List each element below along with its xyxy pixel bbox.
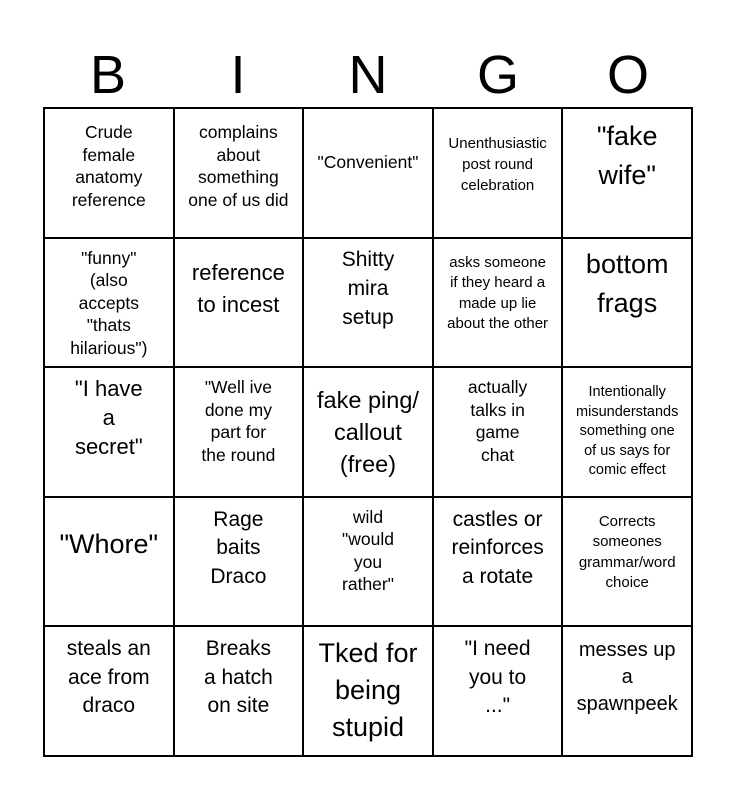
bingo-cell[interactable]: "I need you to ..."	[434, 627, 564, 757]
bingo-cell[interactable]: Shitty mira setup	[304, 239, 434, 369]
bingo-cell[interactable]: "Whore"	[45, 498, 175, 628]
header-letter-i: I	[230, 45, 246, 105]
bingo-cell[interactable]: "Convenient"	[304, 109, 434, 239]
bingo-cell[interactable]: "fake wife"	[563, 109, 693, 239]
bingo-cell[interactable]: bottom frags	[563, 239, 693, 369]
bingo-cell[interactable]: "Well ive done my part for the round	[175, 368, 305, 498]
bingo-cell[interactable]: "I have a secret"	[45, 368, 175, 498]
bingo-cell[interactable]: "funny" (also accepts "thats hilarious")	[45, 239, 175, 369]
bingo-cell[interactable]: Intentionally misunderstands something one of us says for comic effect	[563, 368, 693, 498]
bingo-cell[interactable]: complains about something one of us did	[175, 109, 305, 239]
bingo-cell[interactable]: Breaks a hatch on site	[175, 627, 305, 757]
bingo-cell[interactable]: asks someone if they heard a made up lie about the other	[434, 239, 564, 369]
header-letter-g: G	[476, 45, 519, 105]
bingo-cell[interactable]: fake ping/ callout (free)	[304, 368, 434, 498]
bingo-header	[43, 44, 693, 106]
bingo-cell[interactable]: messes up a spawnpeek	[563, 627, 693, 757]
bingo-board	[43, 107, 693, 757]
bingo-cell[interactable]: Tked for being stupid	[304, 627, 434, 757]
header-letter-b: B	[89, 45, 127, 105]
bingo-cell[interactable]: actually talks in game chat	[434, 368, 564, 498]
bingo-cell[interactable]: Crude female anatomy reference	[45, 109, 175, 239]
bingo-cell[interactable]: Rage baits Draco	[175, 498, 305, 628]
bingo-cell[interactable]: wild "would you rather"	[304, 498, 434, 628]
bingo-cell[interactable]: reference to incest	[175, 239, 305, 369]
bingo-cell[interactable]: Corrects someones grammar/word choice	[563, 498, 693, 628]
header-letter-n: N	[348, 45, 388, 105]
header-letter-o: O	[606, 45, 649, 105]
bingo-cell[interactable]: Unenthusiastic post round celebration	[434, 109, 564, 239]
bingo-cell[interactable]: castles or reinforces a rotate	[434, 498, 564, 628]
bingo-cell[interactable]: steals an ace from draco	[45, 627, 175, 757]
